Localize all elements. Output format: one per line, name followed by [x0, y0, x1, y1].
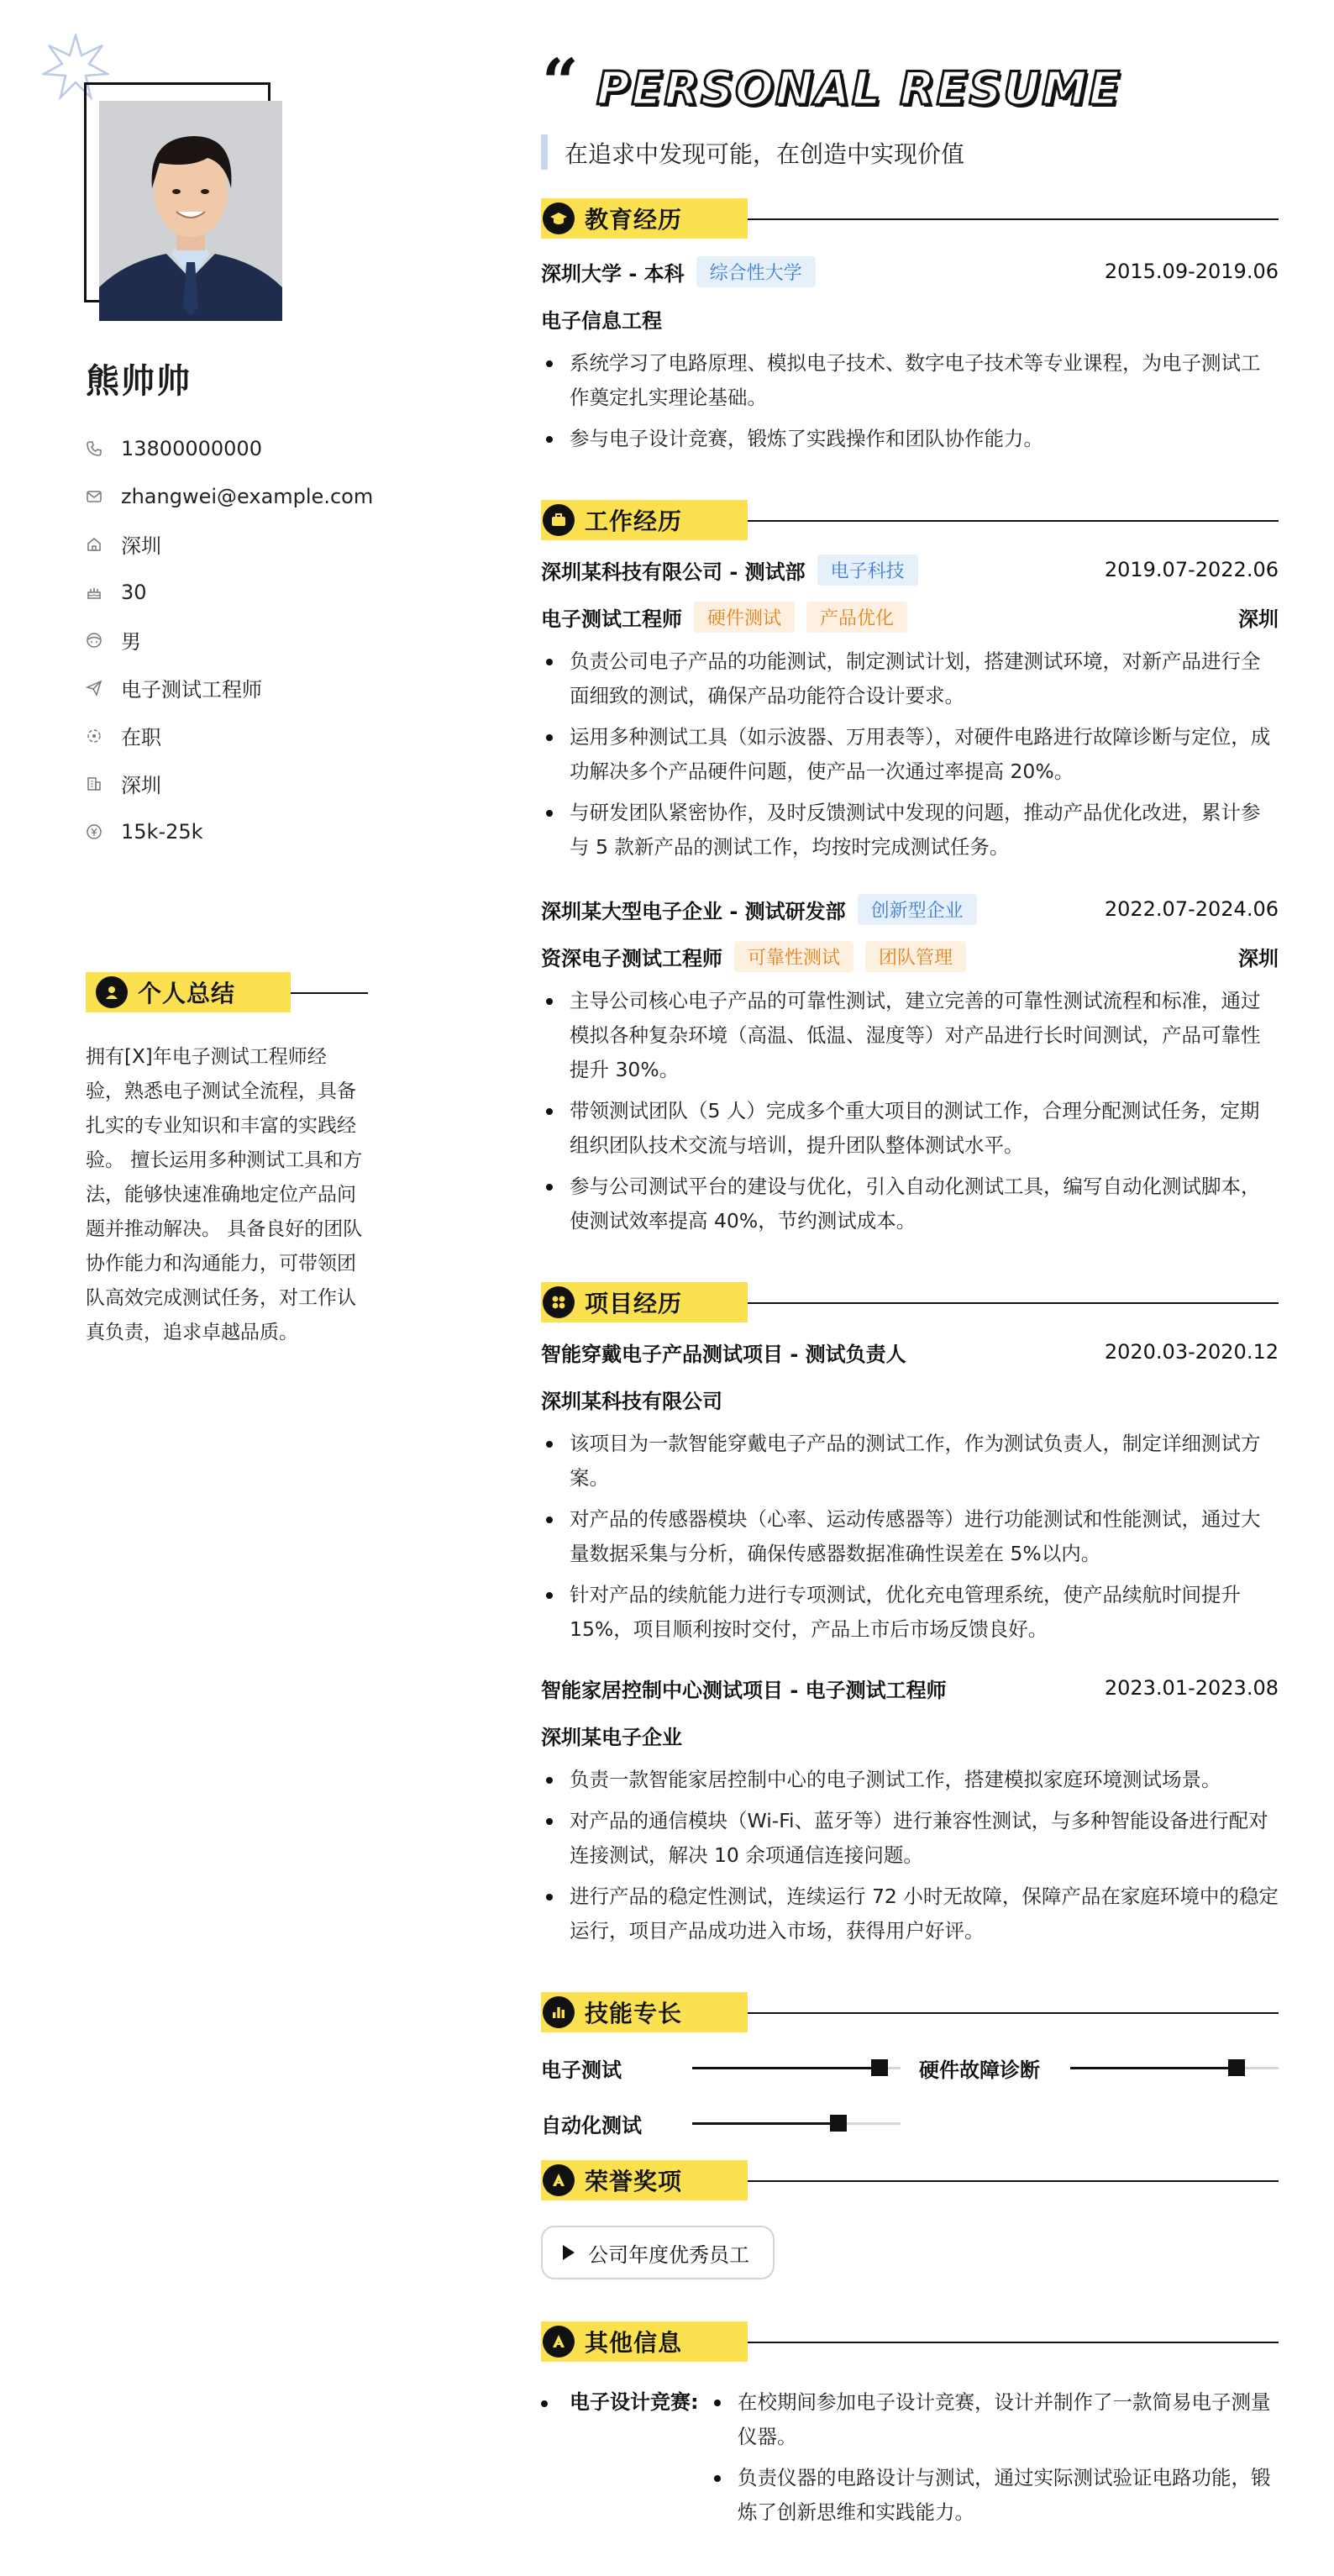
graduation-cap-icon — [543, 202, 575, 234]
skill-item — [919, 2051, 1279, 2084]
info-gender — [86, 616, 373, 664]
project-name: 智能穿戴电子产品测试项目 - 测试负责人 — [541, 1342, 906, 1366]
summary-text: 拥有[X]年电子测试工程师经验，熟悉电子测试全流程，具备扎实的专业知识和丰富的实践经验。 擅长运用多种测试工具和方法，能够快速准确地定位产品问题并推动解决。 具备良好的团队协作能力和沟通能力，可带领团队高效完成测试任务，对工作认真负责，追求卓越品质。 — [86, 1046, 363, 1343]
summary-section-header — [86, 972, 368, 1012]
projects-title: 项目经历 — [585, 1290, 683, 1317]
skills-list — [541, 2051, 1279, 2160]
project-entry — [541, 1672, 1279, 1948]
info-position — [86, 664, 373, 712]
projects-header — [541, 1282, 1279, 1322]
school-name: 深圳大学 - 本科 — [541, 261, 685, 286]
list-item: 进行产品的稳定性测试，连续运行 72 小时无故障，保障产品在家庭环境中的稳定运行，项目产品成功进入市场，获得用户好评。 — [541, 1879, 1279, 1948]
list-item: 该项目为一款智能穿戴电子产品的测试工作，作为测试负责人，制定详细测试方案。 — [541, 1427, 1279, 1496]
play-icon — [563, 2245, 575, 2260]
briefcase-icon — [543, 504, 575, 536]
skill-item — [541, 2051, 901, 2084]
skill-name: 电子测试 — [541, 2058, 622, 2082]
project-entry — [541, 1336, 1279, 1647]
skills-section — [541, 1992, 1279, 2160]
project-date: 2020.03-2020.12 — [1104, 1340, 1279, 1364]
motto: 在追求中发现可能，在创造中实现价值 — [565, 140, 965, 168]
project-date: 2023.01-2023.08 — [1104, 1676, 1279, 1700]
job-date: 2022.07-2024.06 — [1104, 897, 1279, 921]
awards-section — [541, 2160, 1279, 2279]
info-phone-text: 13800000000 — [121, 436, 262, 460]
education-header — [541, 198, 1279, 239]
skill-level-handle — [830, 2115, 847, 2132]
info-location-text: 深圳 — [121, 534, 161, 558]
list-item: 针对产品的续航能力进行专项测试，优化充电管理系统，使产品续航时间提升 15%，项目顺利按时交付，产品上市后市场反馈良好。 — [541, 1578, 1279, 1647]
skill-item — [541, 2106, 901, 2140]
status-icon — [86, 728, 102, 744]
work-title: 工作经历 — [585, 507, 683, 535]
skill-level-bar — [692, 2067, 901, 2069]
resume-title: PERSONAL RESUME — [596, 62, 1121, 115]
list-item: 带领测试团队（5 人）完成多个重大项目的测试工作，合理分配测试任务，定期组织团队技术交流与培训，提升团队整体测试水平。 — [541, 1094, 1279, 1163]
info-gender-text: 男 — [121, 630, 141, 654]
avatar — [99, 101, 282, 321]
mail-icon — [86, 488, 102, 505]
projects-section — [541, 1282, 1279, 1948]
job-entry — [541, 893, 1279, 1238]
info-position-text: 电子测试工程师 — [121, 678, 262, 702]
skill-name: 自动化测试 — [541, 2113, 642, 2137]
project-name: 智能家居控制中心测试项目 - 电子测试工程师 — [541, 1678, 947, 1702]
other-title: 其他信息 — [585, 2329, 683, 2357]
list-item: 对产品的传感器模块（心率、运动传感器等）进行功能测试和性能测试，通过大量数据采集与分析，确保传感器数据准确性误差在 5%以内。 — [541, 1502, 1279, 1571]
info-location — [86, 520, 373, 568]
skill-level-handle — [871, 2059, 888, 2076]
quote-mark-icon: “ — [542, 45, 579, 119]
bar-chart-icon — [543, 1996, 575, 2028]
job-date: 2019.07-2022.06 — [1104, 558, 1279, 581]
award-chip — [541, 2226, 775, 2279]
list-item: 负责仪器的电路设计与测试，通过实际测试验证电路功能，锻炼了创新思维和实践能力。 — [709, 2461, 1282, 2530]
list-item: 负责公司电子产品的功能测试，制定测试计划，搭建测试环境，对新产品进行全面细致的测试，确保产品功能符合设计要求。 — [541, 644, 1279, 713]
list-item: 负责一款智能家居控制中心的电子测试工作，搭建模拟家庭环境测试场景。 — [541, 1763, 1279, 1797]
work-section — [541, 500, 1279, 1238]
company-name: 深圳某大型电子企业 - 测试研发部 — [541, 899, 846, 923]
other-section — [541, 2321, 1279, 2528]
list-item: 主导公司核心电子产品的可靠性测试，建立完善的可靠性测试流程和标准，通过模拟各种复杂环境（高温、低温、湿度等）对产品进行长时间测试，产品可靠性提升 30%。 — [541, 984, 1279, 1087]
award-icon — [543, 2326, 575, 2358]
person-icon — [96, 976, 128, 1008]
skill-name: 硬件故障诊断 — [919, 2058, 1040, 2082]
list-item: 对产品的通信模块（Wi-Fi、蓝牙等）进行兼容性测试，与多种智能设备进行配对连接测试，解决 10 余项通信连接问题。 — [541, 1804, 1279, 1873]
education-bullets — [541, 346, 1279, 456]
education-title: 教育经历 — [585, 206, 683, 234]
info-salary-text: 15k-25k — [121, 819, 203, 844]
awards-title: 荣誉奖项 — [585, 2168, 683, 2195]
skill-level-handle — [1228, 2059, 1245, 2076]
project-org: 深圳某科技有限公司 — [541, 1389, 722, 1413]
project-org: 深圳某电子企业 — [541, 1725, 682, 1749]
other-entry — [541, 2385, 1279, 2528]
skill-level-bar — [692, 2122, 901, 2125]
info-email-text: zhangwei@example.com — [121, 484, 374, 508]
skills-title: 技能专长 — [585, 2000, 683, 2027]
main-content — [541, 198, 1279, 2528]
education-date: 2015.09-2019.06 — [1104, 260, 1279, 283]
grid-icon — [543, 1286, 575, 1318]
summary-title: 个人总结 — [138, 980, 236, 1007]
list-item: 参与公司测试平台的建设与优化，引入自动化测试工具，编写自动化测试脚本，使测试效率提高 40%，节约测试成本。 — [541, 1170, 1279, 1238]
education-row — [541, 255, 1279, 287]
cake-icon — [86, 584, 102, 601]
candidate-name: 熊帅帅 — [86, 362, 192, 401]
company-tag: 电子科技 — [817, 555, 918, 586]
job-city: 深圳 — [1238, 946, 1279, 970]
list-item: 参与电子设计竞赛，锻炼了实践操作和团队协作能力。 — [541, 422, 1279, 456]
skill-tag: 团队管理 — [865, 941, 966, 972]
info-salary — [86, 807, 373, 855]
job-role: 电子测试工程师 — [541, 607, 682, 631]
info-status-text: 在职 — [121, 726, 161, 749]
major: 电子信息工程 — [541, 308, 662, 333]
info-status — [86, 712, 373, 760]
job-city: 深圳 — [1238, 607, 1279, 631]
info-city-text: 深圳 — [121, 774, 161, 797]
skill-tag: 硬件测试 — [694, 602, 795, 633]
skill-level-bar — [1070, 2067, 1279, 2069]
other-key: 电子设计竞赛: — [541, 2385, 699, 2415]
school-tag: 综合性大学 — [696, 256, 816, 287]
building-icon — [86, 775, 102, 792]
list-item: 运用多种测试工具（如示波器、万用表等），对硬件电路进行故障诊断与定位，成功解决多个产品硬件问题，使产品一次通过率提高 20%。 — [541, 720, 1279, 789]
list-item: 在校期间参加电子设计竞赛，设计并制作了一款简易电子测量仪器。 — [709, 2385, 1282, 2454]
info-age-text: 30 — [121, 580, 147, 604]
info-phone — [86, 424, 373, 472]
company-name: 深圳某科技有限公司 - 测试部 — [541, 560, 806, 584]
phone-icon — [86, 440, 102, 457]
job-entry — [541, 554, 1279, 865]
send-icon — [86, 680, 102, 697]
skills-header — [541, 1992, 1279, 2032]
award-icon — [543, 2164, 575, 2196]
info-email — [86, 472, 373, 520]
info-city — [86, 760, 373, 807]
work-header — [541, 500, 1279, 540]
home-icon — [86, 536, 102, 553]
award-label: 公司年度优秀员工 — [588, 2242, 749, 2267]
contact-info-list — [86, 424, 373, 855]
gender-icon — [86, 632, 102, 649]
salary-icon — [86, 823, 102, 840]
awards-header — [541, 2160, 1279, 2200]
list-item: 系统学习了电路原理、模拟电子技术、数字电子技术等专业课程，为电子测试工作奠定扎实理论基础。 — [541, 346, 1279, 415]
company-tag: 创新型企业 — [858, 894, 977, 925]
info-age — [86, 568, 373, 616]
education-section — [541, 198, 1279, 456]
skill-tag: 可靠性测试 — [734, 941, 853, 972]
skill-tag: 产品优化 — [806, 602, 907, 633]
list-item: 与研发团队紧密协作，及时反馈测试中发现的问题，推动产品优化改进，累计参与 5 款新产品的测试工作，均按时完成测试任务。 — [541, 796, 1279, 865]
job-role: 资深电子测试工程师 — [541, 946, 722, 970]
other-header — [541, 2321, 1279, 2362]
